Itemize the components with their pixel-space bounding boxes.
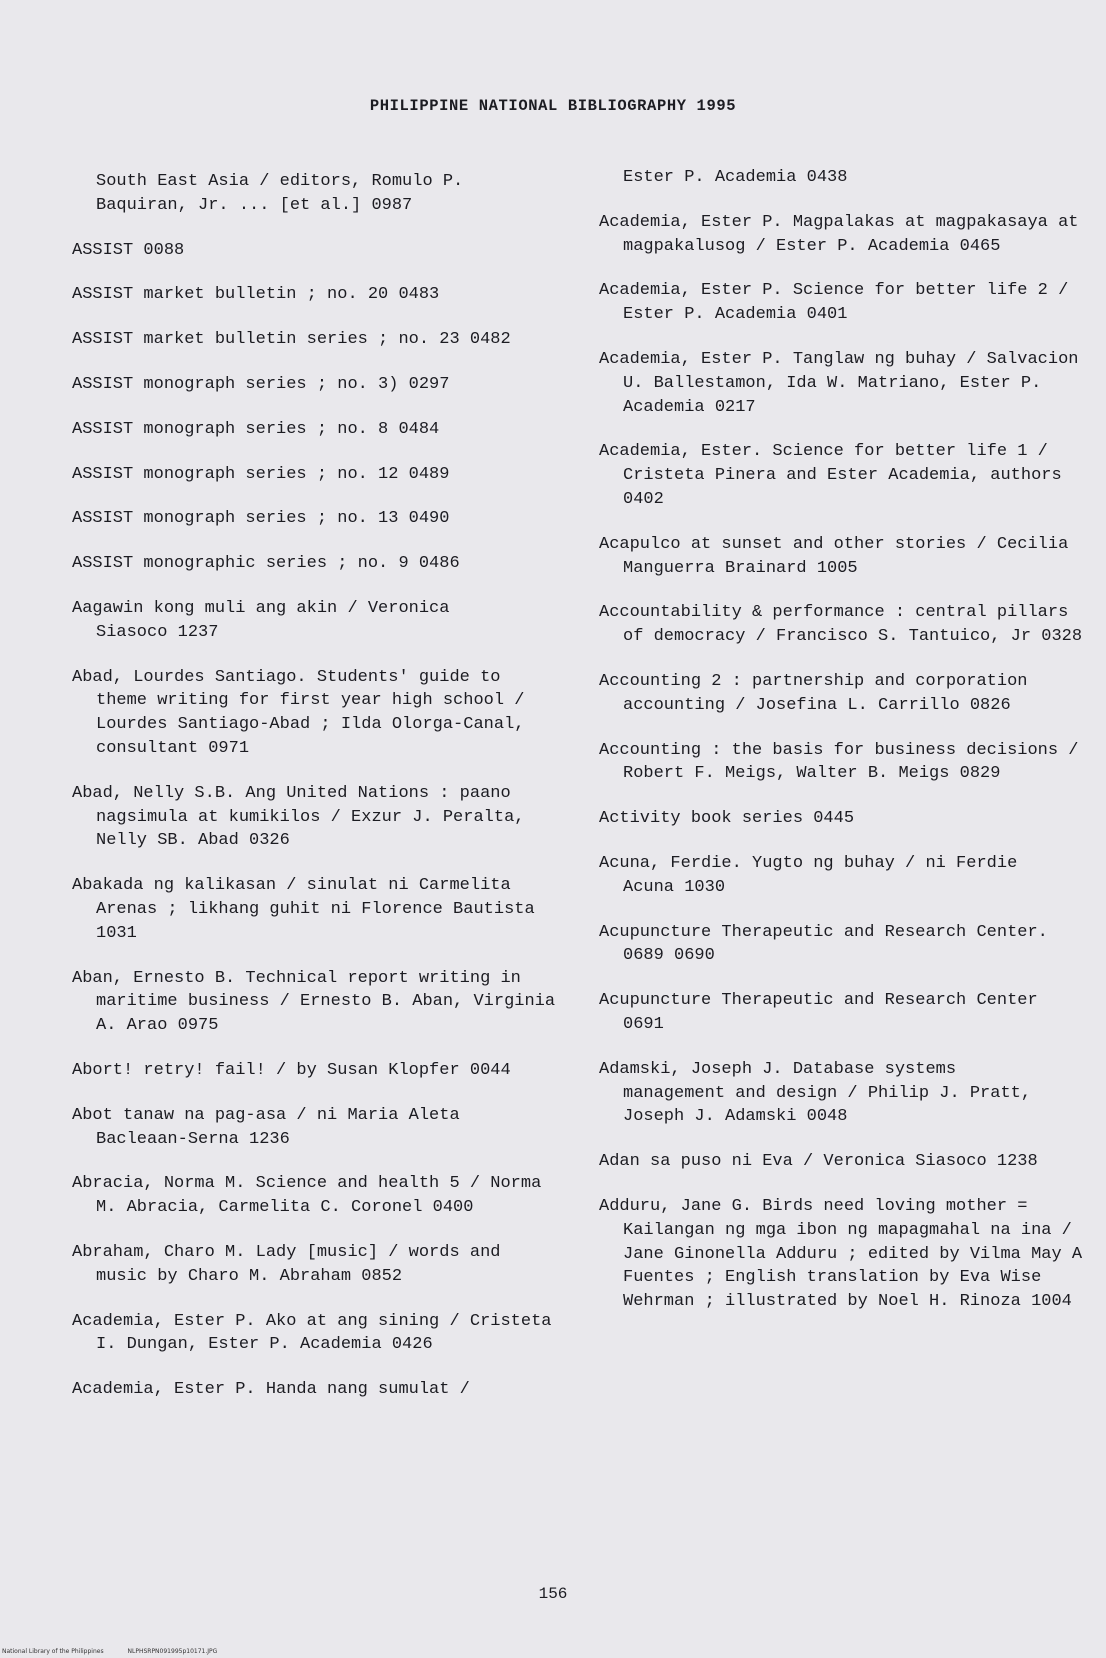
scan-footer [2, 1648, 239, 1655]
index-entry: Ester P. Academia 0438 [623, 168, 848, 187]
footer-institution: National Library of the Philippines [2, 1648, 104, 1655]
index-entry: Abot tanaw na pag-asa / ni Maria Aleta Bacleaan-Serna 1236 [72, 1105, 460, 1149]
index-entry: Acupuncture Therapeutic and Research Center. 0689 0690 [599, 922, 1048, 966]
index-entry: ASSIST market bulletin ; no. 20 0483 [72, 285, 440, 305]
index-entry: Abracia, Norma M. Science and health 5 / Norma M. Abracia, Carmelita C. Coronel 0400 [72, 1174, 542, 1218]
index-entry: Acapulco at sunset and other stories / Cecilia Manguerra Brainard 1005 [599, 534, 1069, 578]
index-entry: Accountability & performance : central pillars of democracy / Francisco S. Tantuico, Jr 0328 [599, 603, 1083, 647]
index-entry: South East Asia / editors, Romulo P. Baquiran, Jr. ... [et al.] 0987 [96, 172, 464, 215]
index-entry: Aagawin kong muli ang akin / Veronica Siasoco 1237 [72, 598, 450, 642]
index-entry: ASSIST monograph series ; no. 12 0489 [72, 464, 450, 484]
index-entry: ASSIST monograph series ; no. 8 0484 [72, 419, 440, 439]
index-entry: Abad, Nelly S.B. Ang United Nations : paano nagsimula at kumikilos / Exzur J. Peralta, Nelly SB. Abad 0326 [72, 783, 525, 851]
index-entry: Abad, Lourdes Santiago. Students' guide to theme writing for first year high school / Lourdes Santiago-Abad ; Ilda Olorga-Canal, consultant 0971 [72, 667, 525, 758]
index-entry: Accounting 2 : partnership and corporation accounting / Josefina L. Carrillo 0826 [599, 671, 1028, 715]
index-entry: Academia, Ester P. Tanglaw ng buhay / Salvacion U. Ballestamon, Ida W. Matriano, Ester P. Academia 0217 [599, 349, 1079, 417]
index-entry: Aban, Ernesto B. Technical report writing in maritime business / Ernesto B. Aban, Virginia A. Arao 0975 [72, 968, 556, 1036]
index-entry: Activity book series 0445 [599, 809, 855, 829]
index-entry: ASSIST monograph series ; no. 3) 0297 [72, 374, 450, 394]
index-entry: Academia, Ester. Science for better life 1 / Cristeta Pinera and Ester Academia, authors 0402 [599, 442, 1062, 509]
index-entry: ASSIST monograph series ; no. 13 0490 [72, 509, 450, 529]
index-entry: ASSIST monographic series ; no. 9 0486 [72, 554, 460, 574]
index-entry: Adan sa puso ni Eva / Veronica Siasoco 1238 [599, 1152, 1038, 1172]
index-entry: Academia, Ester P. Handa nang sumulat / [72, 1380, 470, 1400]
left-column [72, 170, 562, 1402]
index-entry: Academia, Ester P. Magpalakas at magpakasaya at magpakalusog / Ester P. Academia 0465 [599, 212, 1079, 256]
index-entry: ASSIST 0088 [72, 240, 185, 260]
index-entry: Accounting : the basis for business decisions / Robert F. Meigs, Walter B. Meigs 0829 [599, 740, 1079, 784]
page-number: 156 [538, 1585, 568, 1603]
index-entry: Abort! retry! fail! / by Susan Klopfer 0044 [72, 1060, 511, 1080]
index-entry: Adduru, Jane G. Birds need loving mother = Kailangan ng mga ibon ng mapagmahal na ina / Jane Ginonella Adduru ; edited by Vilma May A Fuentes ; English translation by Eva Wise Wehrman ; illustrated by Noel H. Rinoza 1004 [599, 1196, 1083, 1312]
index-entry: Acupuncture Therapeutic and Research Center 0691 [599, 991, 1038, 1034]
footer-file: NLPHSRPN091995p10171.JPG [127, 1648, 218, 1655]
index-entry: Academia, Ester P. Science for better life 2 / Ester P. Academia 0401 [599, 281, 1069, 325]
index-entry: Abraham, Charo M. Lady [music] / words and music by Charo M. Abraham 0852 [72, 1242, 501, 1286]
right-column [599, 170, 1094, 1314]
index-entry: Abakada ng kalikasan / sinulat ni Carmelita Arenas ; likhang guhit ni Florence Bautista 1031 [72, 876, 535, 943]
index-entry: Academia, Ester P. Ako at ang sining / Cristeta I. Dungan, Ester P. Academia 0426 [72, 1311, 552, 1355]
index-entry: Acuna, Ferdie. Yugto ng buhay / ni Ferdie Acuna 1030 [599, 853, 1018, 897]
page-title: PHILIPPINE NATIONAL BIBLIOGRAPHY 1995 [369, 97, 737, 115]
index-entry: ASSIST market bulletin series ; no. 23 0482 [72, 330, 511, 350]
index-entry: Adamski, Joseph J. Database systems management and design / Philip J. Pratt, Joseph J. Adamski 0048 [599, 1059, 1032, 1127]
